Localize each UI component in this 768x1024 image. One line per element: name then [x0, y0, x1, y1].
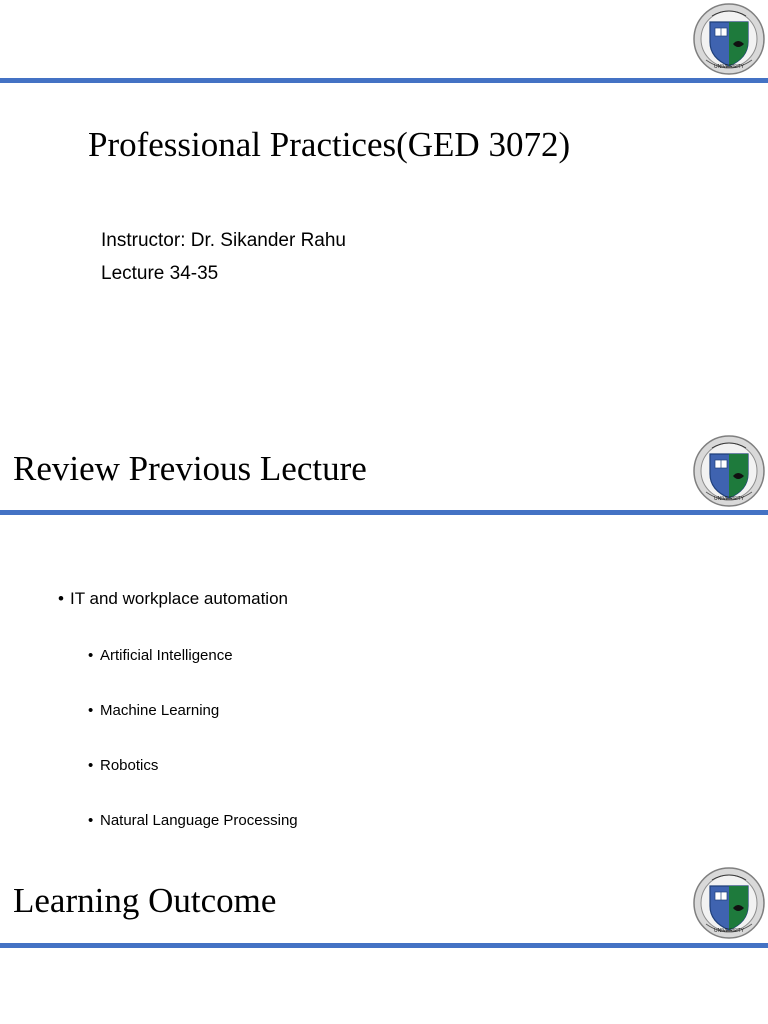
- slide-learning-outcome: [0, 864, 768, 1024]
- bullet-icon: •: [88, 812, 94, 829]
- bullet-icon: •: [88, 647, 94, 664]
- list-item: [88, 647, 233, 664]
- svg-text:UNIVERSITY: UNIVERSITY: [713, 496, 745, 502]
- slide-heading: Review Previous Lecture: [13, 449, 367, 488]
- university-crest-icon: [692, 866, 766, 940]
- list-item-text: Natural Language Processing: [100, 812, 298, 829]
- bullet-icon: •: [58, 589, 64, 608]
- list-item-text: Machine Learning: [100, 702, 220, 719]
- header-rule: [0, 943, 768, 948]
- svg-text:UNIVERSITY: UNIVERSITY: [713, 928, 745, 934]
- svg-text:UNIVERSITY: UNIVERSITY: [713, 64, 745, 70]
- slide-title: [0, 0, 768, 410]
- lecture-number-line: Lecture 34-35: [101, 263, 219, 284]
- instructor-line: Instructor: Dr. Sikander Rahu: [101, 230, 346, 251]
- university-crest-icon: [692, 434, 766, 508]
- list-item: [88, 702, 219, 719]
- list-item: [88, 757, 158, 774]
- list-item: [58, 589, 288, 609]
- header-rule: [0, 510, 768, 515]
- list-item: [88, 812, 298, 829]
- list-item-text: Artificial Intelligence: [100, 647, 233, 664]
- header-rule: [0, 78, 768, 83]
- presentation-title: Professional Practices(GED 3072): [88, 125, 571, 164]
- list-item-text: IT and workplace automation: [70, 589, 288, 608]
- bullet-icon: •: [88, 757, 94, 774]
- bullet-icon: •: [88, 702, 94, 719]
- slide-heading: Learning Outcome: [13, 881, 277, 920]
- university-crest-icon: [692, 2, 766, 76]
- list-item-text: Robotics: [100, 757, 159, 774]
- slide-review: [0, 432, 768, 842]
